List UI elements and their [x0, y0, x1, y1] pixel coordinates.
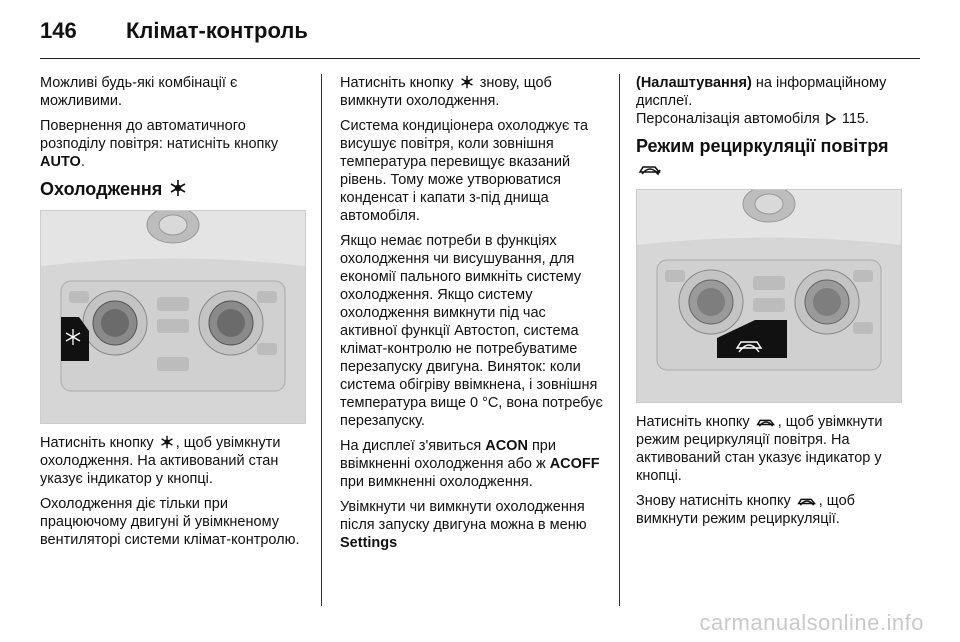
watermark: carmanualsonline.info — [699, 610, 924, 635]
heading-text: Режим рециркуляції повітря — [636, 136, 889, 156]
text: Увімкнути чи вимкнути охолодження після запуску двигуна можна в меню — [340, 499, 587, 533]
text: при вимкненні охолодження. — [340, 474, 533, 490]
snowflake-icon — [169, 179, 187, 197]
text: , щоб вимкнути режим рециркуляції. — [636, 493, 855, 527]
column-2 — [340, 74, 604, 559]
paragraph — [40, 434, 306, 488]
heading-cooling — [40, 178, 306, 200]
text: при ввімкненні охолодження або ж — [340, 438, 556, 472]
text: Натисніть кнопку — [340, 75, 454, 91]
section-title: Клімат-контроль — [126, 18, 308, 43]
page-number: 146 — [40, 18, 77, 43]
text: Персоналізація автомобіля — [636, 111, 820, 127]
settings-ua-label: (Налаштування) — [636, 75, 752, 91]
paragraph: Можливі будь-які комбінації є можливими. — [40, 75, 238, 109]
text: знову, щоб вимкнути охолодження. — [340, 75, 552, 109]
text: Знову натисніть кнопку — [636, 493, 791, 509]
snowflake-icon — [460, 75, 474, 89]
column-divider — [619, 74, 620, 606]
car-recirculation-icon — [756, 416, 776, 428]
settings-label: Settings — [340, 535, 398, 551]
paragraph — [340, 498, 604, 552]
auto-label: AUTO — [40, 154, 81, 170]
paragraph: Охолодження діє тільки при працюючому двигуні й увімкненому вентиляторі системи клімат-контролю. — [40, 496, 300, 548]
text: на інформаційному дисплеї. — [636, 75, 887, 109]
climate-panel-drawing — [41, 211, 305, 423]
paragraph — [636, 74, 902, 128]
heading-recirculation — [636, 135, 902, 179]
car-recirculation-icon — [797, 495, 817, 507]
paragraph: Якщо немає потреби в функціях охолодження чи висушування, для економії пального вимкніть систему охолодження. Якщо систему охолодження вимкнути під час активної функції Автостоп, система клімат-контролю не потребуватиме перезапуску двигуна. Виняток: коли система обігріву ввімкнена, і зовнішня температура вище 0 °C, вона потребує перезапуску. — [340, 233, 603, 429]
heading-text: Охолодження — [40, 179, 163, 199]
paragraph — [636, 413, 902, 485]
header-rule — [40, 58, 920, 59]
text: , щоб увімкнути режим рециркуляції повітря. На активований стан указує індикатор у кнопці. — [636, 414, 883, 484]
acon-label: ACON — [485, 438, 528, 454]
climate-panel-image — [636, 189, 902, 403]
page-reference-arrow-icon — [826, 113, 836, 125]
paragraph — [340, 437, 604, 491]
paragraph: Система кондиціонера охолоджує та висушує повітря, коли зовнішня температура перевищує вказаний рівень. Тому може утворюватися конденсат і капати з-під днища автомобіля. — [340, 118, 589, 224]
paragraph — [636, 492, 902, 528]
climate-panel-image — [40, 210, 306, 424]
text: Натисніть кнопку — [40, 435, 154, 451]
page-reference: 115. — [841, 111, 869, 127]
car-recirculation-icon — [638, 162, 662, 176]
paragraph — [340, 74, 604, 110]
column-1 — [40, 74, 306, 556]
column-3 — [636, 74, 902, 535]
snowflake-icon — [160, 435, 174, 449]
page-header — [40, 12, 920, 52]
column-divider — [321, 74, 322, 606]
text: , щоб увімкнути охолодження. На активований стан указує індикатор у кнопці. — [40, 435, 281, 487]
text: . — [80, 154, 85, 170]
paragraph — [40, 117, 306, 171]
text: Повернення до автоматичного розподілу повітря: натисніть кнопку — [40, 118, 279, 152]
text: Натисніть кнопку — [636, 414, 750, 430]
climate-panel-drawing — [637, 190, 901, 402]
text: На дисплеї з'явиться — [340, 438, 482, 454]
acoff-label: ACOFF — [549, 456, 600, 472]
